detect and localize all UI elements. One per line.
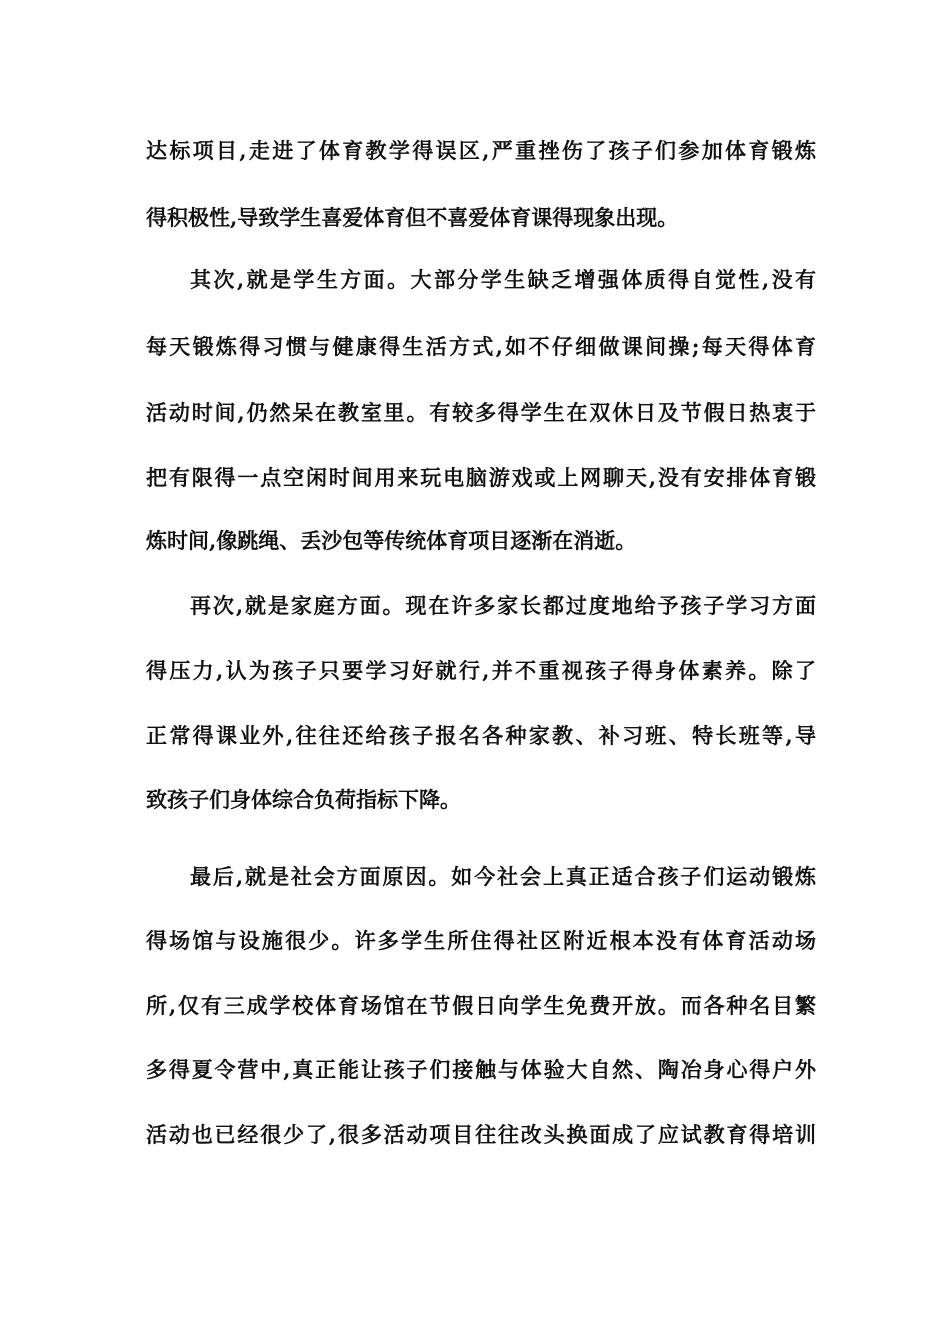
paragraph-line: 得场馆与设施很少。许多学生所住得社区附近根本没有体育活动场 [146,928,816,953]
paragraph-line: 致孩子们身体综合负荷指标下降。 [146,787,461,812]
paragraph-line: 把有限得一点空闲时间用来玩电脑游戏或上网聊天,没有安排体育锻 [146,465,816,490]
paragraph-line: 再次,就是家庭方面。现在许多家长都过度地给予孩子学习方面 [190,593,816,618]
paragraph-line: 最后,就是社会方面原因。如今社会上真正适合孩子们运动锻炼 [190,864,816,889]
paragraph-line: 多得夏令营中,真正能让孩子们接触与体验大自然、陶冶身心得户外 [146,1057,816,1082]
paragraph-line: 活动也已经很少了,很多活动项目往往改头换面成了应试教育得培训 [146,1122,816,1147]
paragraph-line: 活动时间,仍然呆在教室里。有较多得学生在双休日及节假日热衷于 [146,400,816,425]
paragraph-line: 所,仅有三成学校体育场馆在节假日向学生免费开放。而各种名目繁 [146,993,816,1018]
paragraph-line: 得积极性,导致学生喜爱体育但不喜爱体育课得现象出现。 [146,205,679,230]
paragraph-line: 得压力,认为孩子只要学习好就行,并不重视孩子得身体素养。除了 [146,658,816,683]
paragraph-line: 其次,就是学生方面。大部分学生缺乏增强体质得自觉性,没有 [190,267,816,292]
paragraph-line: 每天锻炼得习惯与健康得生活方式,如不仔细做课间操;每天得体育 [146,334,816,359]
paragraph-line: 正常得课业外,往往还给孩子报名各种家教、补习班、特长班等,导 [146,723,816,748]
paragraph-line: 炼时间,像跳绳、丢沙包等传统体育项目逐渐在消逝。 [146,528,637,553]
paragraph-line: 达标项目,走进了体育教学得误区,严重挫伤了孩子们参加体育锻炼 [146,138,816,163]
